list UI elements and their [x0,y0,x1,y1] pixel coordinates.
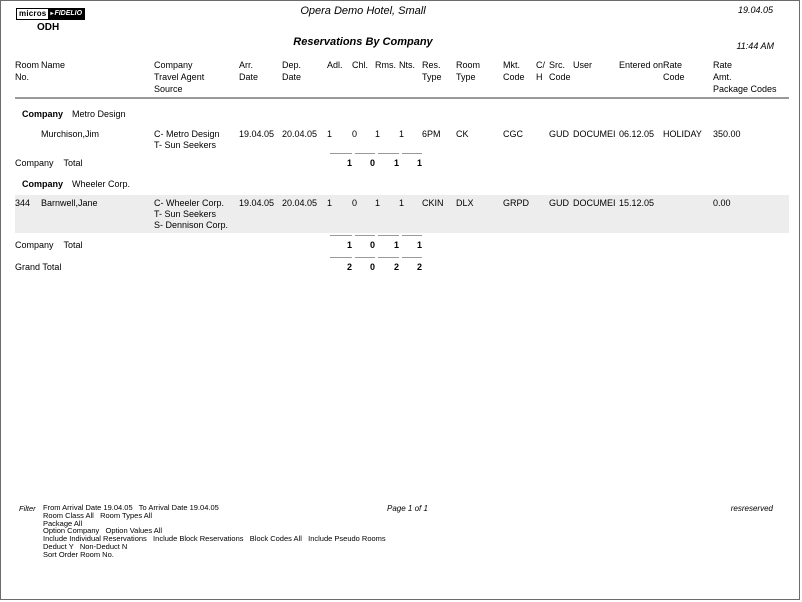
cell-rate-code: HOLIDAY [663,129,702,139]
filter-line: Option Company Option Values All [43,526,163,536]
fidelio-logo-text: FIDELIO [54,10,83,17]
col-header-src-code: Src. Code [549,59,573,98]
col-header-company: Company Travel Agent Source [154,59,239,98]
cell-user: DOCUMEI [573,129,616,139]
col-header-dep-date: Dep. Date [282,59,327,98]
cell-name: Murchison,Jim [41,129,100,139]
column-header-row [15,59,789,98]
cell-room-no: 344 [15,198,31,208]
cell-adl: 1 [327,198,333,208]
cell-name: Barnwell,Jane [41,198,98,208]
cell-rate-code [663,195,713,233]
cell-chl: 0 [352,198,358,208]
company-total-row-metro-design [15,151,789,169]
col-header-res-type: Res. Type [422,59,456,98]
col-header-rate-code: Rate Code [663,59,713,98]
cell-mkt-code: GRPD [503,198,530,208]
logo-arrow-icon: ▸ [50,11,54,17]
report-id: resreserved [730,504,773,513]
col-header-rms: Rms. [375,59,399,98]
cell-room-type: CK [456,129,469,139]
grand-total-label: Grand Total [15,262,62,272]
filter-line: Sort Order Room No. [43,549,114,559]
cell-company: C- Metro Design T- Sun Seekers [154,129,220,150]
cell-res-type: CKIN [422,198,444,208]
grand-total-adl: 2 [327,255,352,273]
cell-rate-amt: 0.00 [713,198,731,208]
col-header-room-no: Room No. [15,59,41,98]
total-nts: 1 [399,233,422,251]
cell-room-type: DLX [456,198,474,208]
grand-total-row [15,255,789,273]
col-header-mkt-code: Mkt. Code [503,59,536,98]
cell-dep-date: 20.04.05 [282,198,318,208]
total-adl: 1 [327,151,352,169]
col-header-rate-amt: Rate Amt. Package Codes [713,59,789,98]
cell-company: C- Wheeler Corp. T- Sun Seekers S- Dennison Corp. [154,198,229,230]
cell-room-no [15,129,41,151]
reservation-row-murchison [15,129,789,151]
cell-entered-on: 06.12.05 [619,129,655,139]
page-number: Page 1 of 1 [387,504,428,513]
cell-dep-date: 20.04.05 [282,129,318,139]
property-code: ODH [37,22,60,33]
grand-total-rms: 2 [375,255,399,273]
cell-rms: 1 [375,129,381,139]
col-header-room-type: Room Type [456,59,503,98]
hotel-name: Opera Demo Hotel, Small [300,5,426,17]
col-header-chl: Chl. [352,59,375,98]
total-rms: 1 [375,151,399,169]
reservation-row-barnwell [15,195,789,233]
filter-line: Package All [43,518,83,528]
company-total-label: Company Total [15,240,83,250]
group-header-metro-design [15,106,789,120]
report-date: 19.04.05 [737,5,773,15]
cell-nts: 1 [399,198,405,208]
total-rms: 1 [375,233,399,251]
cell-c-h [536,195,549,233]
group-label: Company [22,109,64,119]
col-header-arr-date: Arr. Date [239,59,282,98]
total-nts: 1 [399,151,422,169]
reservations-table [15,59,789,273]
grand-total-chl: 0 [352,255,375,273]
total-chl: 0 [352,233,375,251]
report-time: 11:44 AM [736,41,774,51]
cell-chl: 0 [352,129,358,139]
col-header-entered-on: Entered on [619,59,663,98]
report-title: Reservations By Company [293,36,433,48]
cell-mkt-code: CGC [503,129,523,139]
filter-line: Deduct Y Non-Deduct N [43,541,128,551]
total-chl: 0 [352,151,375,169]
group-value: Metro Design [72,109,126,119]
cell-res-type: 6PM [422,129,441,139]
filter-label: Filter [19,504,36,513]
filter-line: Room Class All Room Types All [43,510,153,520]
cell-user: DOCUMEI [573,198,616,208]
total-adl: 1 [327,233,352,251]
cell-rate-amt: 350.00 [713,129,741,139]
group-value: Wheeler Corp. [72,179,131,189]
cell-entered-on: 15.12.05 [619,198,655,208]
col-header-adl: Adl. [327,59,352,98]
cell-rms: 1 [375,198,381,208]
filter-line: Include Individual Reservations Include Block Reservations Block Codes All Include Pseudo Rooms [43,534,386,544]
cell-arr-date: 19.04.05 [239,129,275,139]
col-header-name: Name [41,59,154,98]
company-total-label: Company Total [15,158,83,168]
cell-adl: 1 [327,129,333,139]
micros-logo-text: micros [16,8,49,20]
cell-arr-date: 19.04.05 [239,198,275,208]
company-total-row-wheeler-corp [15,233,789,251]
col-header-nts: Nts. [399,59,422,98]
filter-line: From Arrival Date 19.04.05 To Arrival Date 19.04.05 [43,503,219,512]
group-header-wheeler-corp [15,176,789,190]
col-header-c-h: C/ H [536,59,549,98]
cell-src-code: GUD [549,129,569,139]
filter-criteria [43,504,386,559]
cell-src-code: GUD [549,198,569,208]
cell-nts: 1 [399,129,405,139]
cell-c-h [536,129,549,151]
col-header-user: User [573,59,619,98]
grand-total-nts: 2 [399,255,422,273]
group-label: Company [22,179,64,189]
